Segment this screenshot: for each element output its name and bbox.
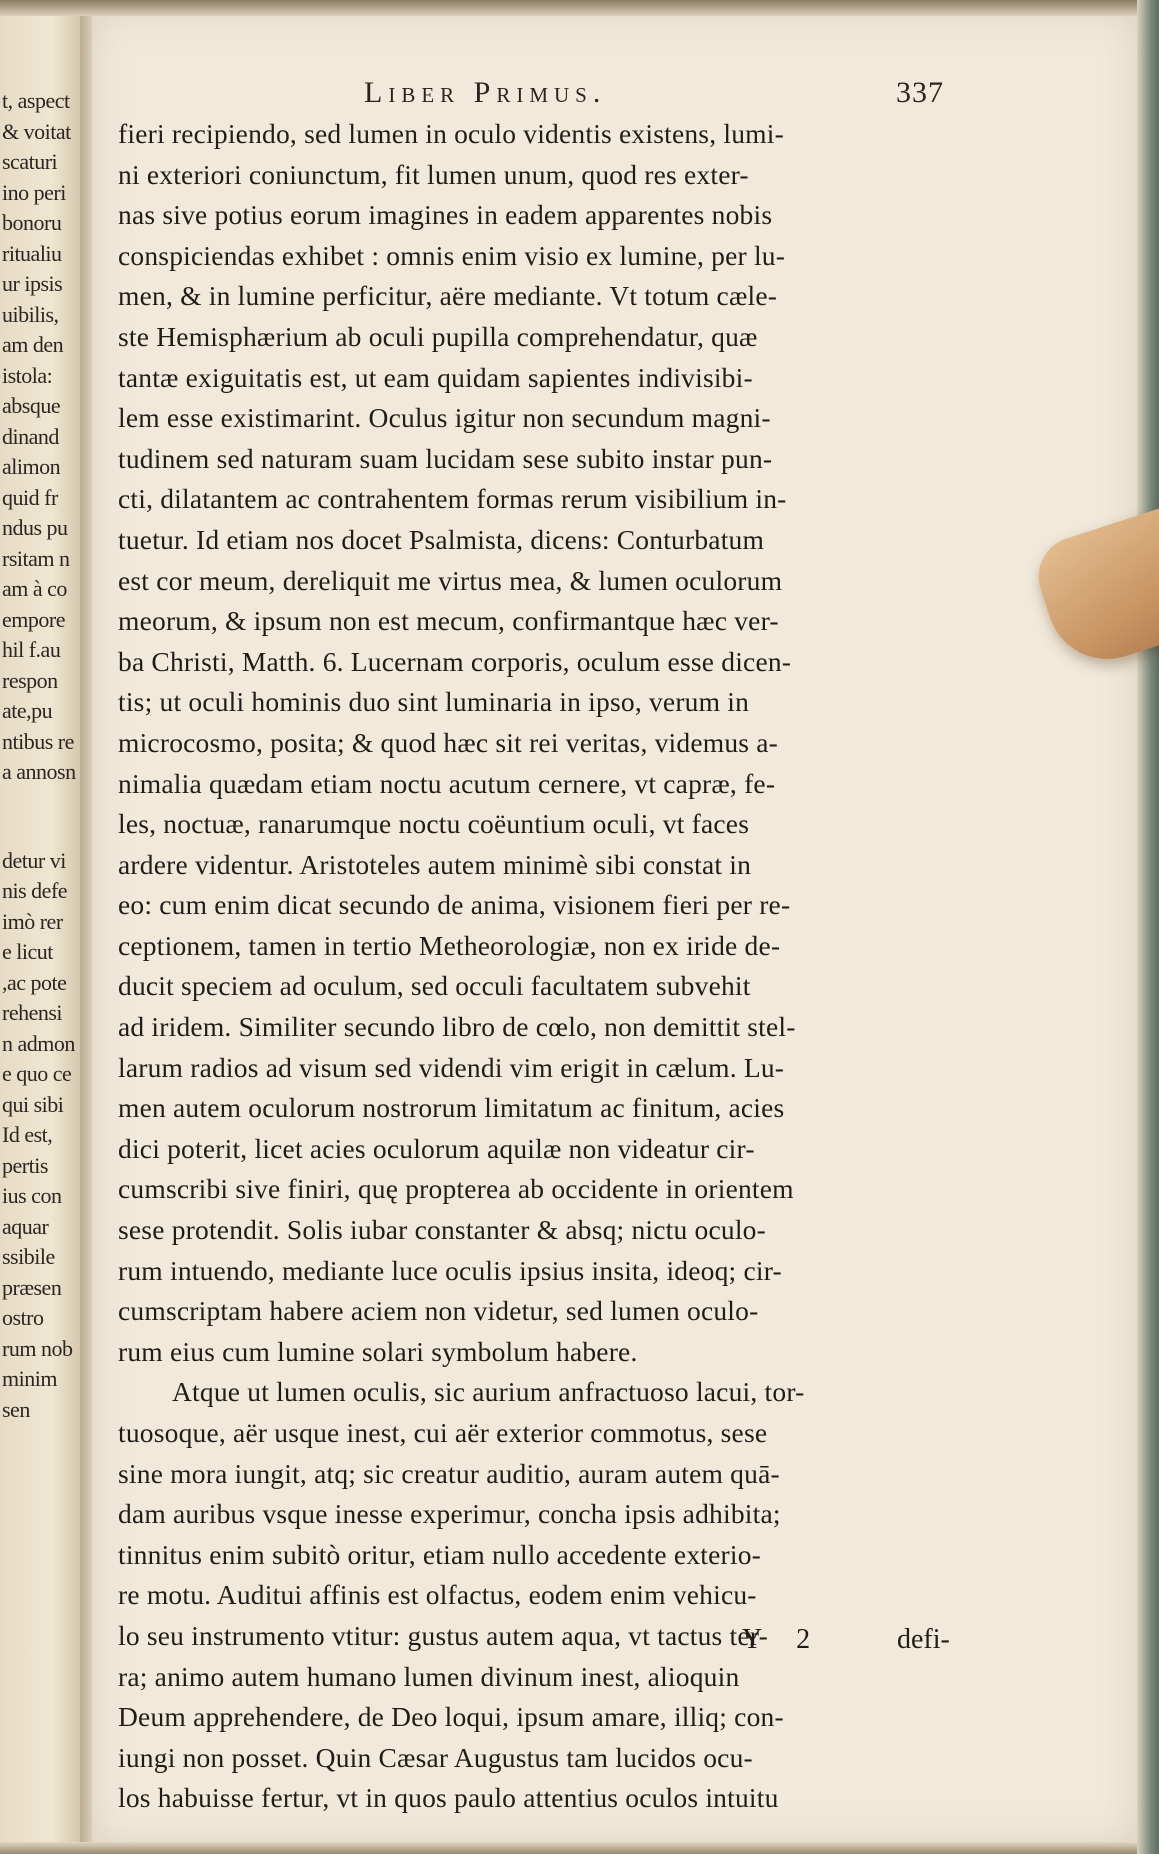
text-line: dam auribus vsque inesse experimur, concha ipsis adhibita; [118,1498,781,1530]
margin-fragment: istola: [2,362,53,388]
margin-fragment: t, aspect [2,88,70,113]
text-line: ba Christi, Matth. 6. Lucernam corporis, oculum esse dicen- [118,645,792,677]
margin-fragment: rehensi [2,1000,63,1025]
page-top-edge [0,0,1159,16]
margin-fragment: ino peri [2,179,66,205]
margin-fragment: respon [2,667,58,693]
text-line: ceptionem, tamen in tertio Metheorologiæ, non ex iride de- [118,929,781,961]
text-line: eo: cum enim dicat secundo de anima, visionem fieri per re- [118,889,791,921]
margin-fragment: hil f.au [2,637,61,662]
margin-fragment: scaturi [2,149,58,174]
text-line: men, & in lumine perficitur, aëre mediante. Vt totum cæle- [118,280,778,312]
text-line: Atque ut lumen oculis, sic aurium anfractuoso lacui, tor- [172,1376,805,1408]
text-line: ardere videntur. Aristoteles autem minimè sibi constat in [118,848,752,880]
margin-fragment: ritualiu [2,240,62,266]
text-line: meorum, & ipsum non est mecum, confirmantque hæc ver- [118,605,779,637]
margin-fragment: præsen [2,1274,62,1300]
body-text [118,114,958,1819]
margin-fragment: e licut [2,939,53,964]
margin-fragment: am den [2,332,64,357]
margin-gap [2,788,86,846]
page-bottom-edge [0,1842,1159,1854]
margin-fragment: dinand [2,423,59,449]
margin-fragment: minim [2,1366,57,1391]
margin-fragment: Id est, [2,1122,53,1147]
text-line: men autem oculorum nostrorum limitatum ac finitum, acies [118,1092,785,1124]
text-line: rum intuendo, mediante luce oculis ipsius insita, ideoq; cir- [118,1254,782,1286]
signature-mark: Y 2 [742,1624,825,1655]
margin-fragment: ndus pu [2,515,68,540]
text-line: est cor meum, dereliquit me virtus mea, & lumen oculorum [118,564,783,596]
text-line: rum eius cum lumine solari symbolum habere. [118,1335,638,1367]
text-line: sine mora iungit, atq; sic creatur auditio, auram autem quā- [118,1457,780,1489]
text-line: ad iridem. Similiter secundo libro de cœlo, non demittit stel- [118,1011,796,1043]
margin-fragment: detur vi [2,847,66,873]
text-line: tantæ exiguitatis est, ut eam quidam sapientes indivisibi- [118,361,753,393]
margin-fragment: rum nob [2,1335,73,1361]
margin-fragment: am à co [2,576,67,601]
text-line: Deum apprehendere, de Deo loqui, ipsum amare, illiq; con- [118,1701,784,1733]
margin-fragment: absque [2,393,61,418]
text-line: cumscriptam habere aciem non videtur, sed lumen oculo- [118,1295,759,1327]
text-line: lo seu instrumento vtitur: gustus autem aqua, vt tactus ter- [118,1619,768,1651]
text-line: tis; ut oculi hominis duo sint luminaria in ipso, verum in [118,686,750,718]
text-line: larum radios ad visum sed videndi vim erigit in cælum. Lu- [118,1051,785,1083]
margin-fragment: ur ipsis [2,271,63,296]
page-number: 337 [896,76,944,109]
catchword: defi- [897,1624,950,1655]
margin-fragment: ,ac pote [2,969,67,995]
text-line: ste Hemisphærium ab oculi pupilla comprehendatur, quæ [118,320,758,352]
margin-fragment: uibilis, [2,301,59,327]
margin-fragment: e quo ce [2,1061,72,1086]
text-line: lem esse existimarint. Oculus igitur non secundum magni- [118,402,771,434]
margin-fragment: & voitat [2,118,71,144]
book-cover-edge [1137,0,1159,1854]
text-line: microcosmo, posita; & quod hæc sit rei veritas, videmus a- [118,726,779,758]
text-line: ni exteriori coniunctum, fit lumen unum, quod res exter- [118,158,749,190]
margin-fragment: ntibus re [2,728,74,754]
text-line: iungi non posset. Quin Cæsar Augustus tam lucidos ocu- [118,1741,753,1773]
facing-page-fragments [2,86,86,1425]
text-line: tudinem sed naturam suam lucidam sese subito instar pun- [118,442,773,474]
text-line: nas sive potius eorum imagines in eadem apparentes nobis [118,199,773,231]
text-line: conspiciendas exhibet : omnis enim visio ex lumine, per lu- [118,239,786,271]
margin-fragment: sen [2,1396,30,1422]
text-line: los habuisse fertur, vt in quos paulo attentius oculos intuitu [118,1782,779,1814]
margin-fragment: quid fr [2,484,58,510]
text-line: tinnitus enim subitò oritur, etiam nullo accedente exterio- [118,1538,762,1570]
margin-fragment: pertis [2,1152,48,1178]
text-line: re motu. Auditui affinis est olfactus, eodem enim vehicu- [118,1579,757,1611]
text-line: cti, dilatantem ac contrahentem formas rerum visibilium in- [118,483,787,515]
text-line: fieri recipiendo, sed lumen in oculo videntis existens, lumi- [118,118,784,149]
facing-page-margin [0,0,86,1854]
margin-fragment: qui sibi [2,1091,64,1117]
margin-fragment: aquar [2,1213,49,1239]
margin-fragment: alimon [2,454,61,479]
text-line: dici poterit, licet acies oculorum aquilæ non videatur cir- [118,1132,755,1164]
margin-fragment: ostro [2,1305,44,1330]
margin-fragment: ius con [2,1183,62,1208]
text-line: cumscribi sive finiri, quę propterea ab occidente in orientem [118,1173,794,1205]
margin-fragment: a annosn [2,759,76,784]
text-line: ducit speciem ad oculum, sed occuli facultatem subvehit [118,970,751,1002]
margin-fragment: n admon [2,1030,75,1056]
margin-fragment: nis defe [2,878,68,903]
text-line: nimalia quædam etiam noctu acutum cernere, vt capræ, fe- [118,767,776,799]
page-header [364,76,944,116]
margin-fragment: imò rer [2,908,63,934]
text-line: ra; animo autem humano lumen divinum inest, alioquin [118,1660,740,1692]
text-line: les, noctuæ, ranarumque noctu coëuntium oculi, vt faces [118,808,750,840]
running-title: Liber Primus. [364,76,607,109]
margin-fragment: bonoru [2,210,62,235]
margin-fragment: ate,pu [2,698,53,723]
margin-fragment: ssibile [2,1244,55,1269]
text-line: tuosoque, aër usque inest, cui aër exterior commotus, sese [118,1417,768,1448]
margin-fragment: rsitam n [2,545,70,571]
text-line: tuetur. Id etiam nos docet Psalmista, dicens: Conturbatum [118,523,765,555]
text-line: sese protendit. Solis iubar constanter & absq; nictu oculo- [118,1214,766,1246]
margin-fragment: empore [2,606,65,632]
